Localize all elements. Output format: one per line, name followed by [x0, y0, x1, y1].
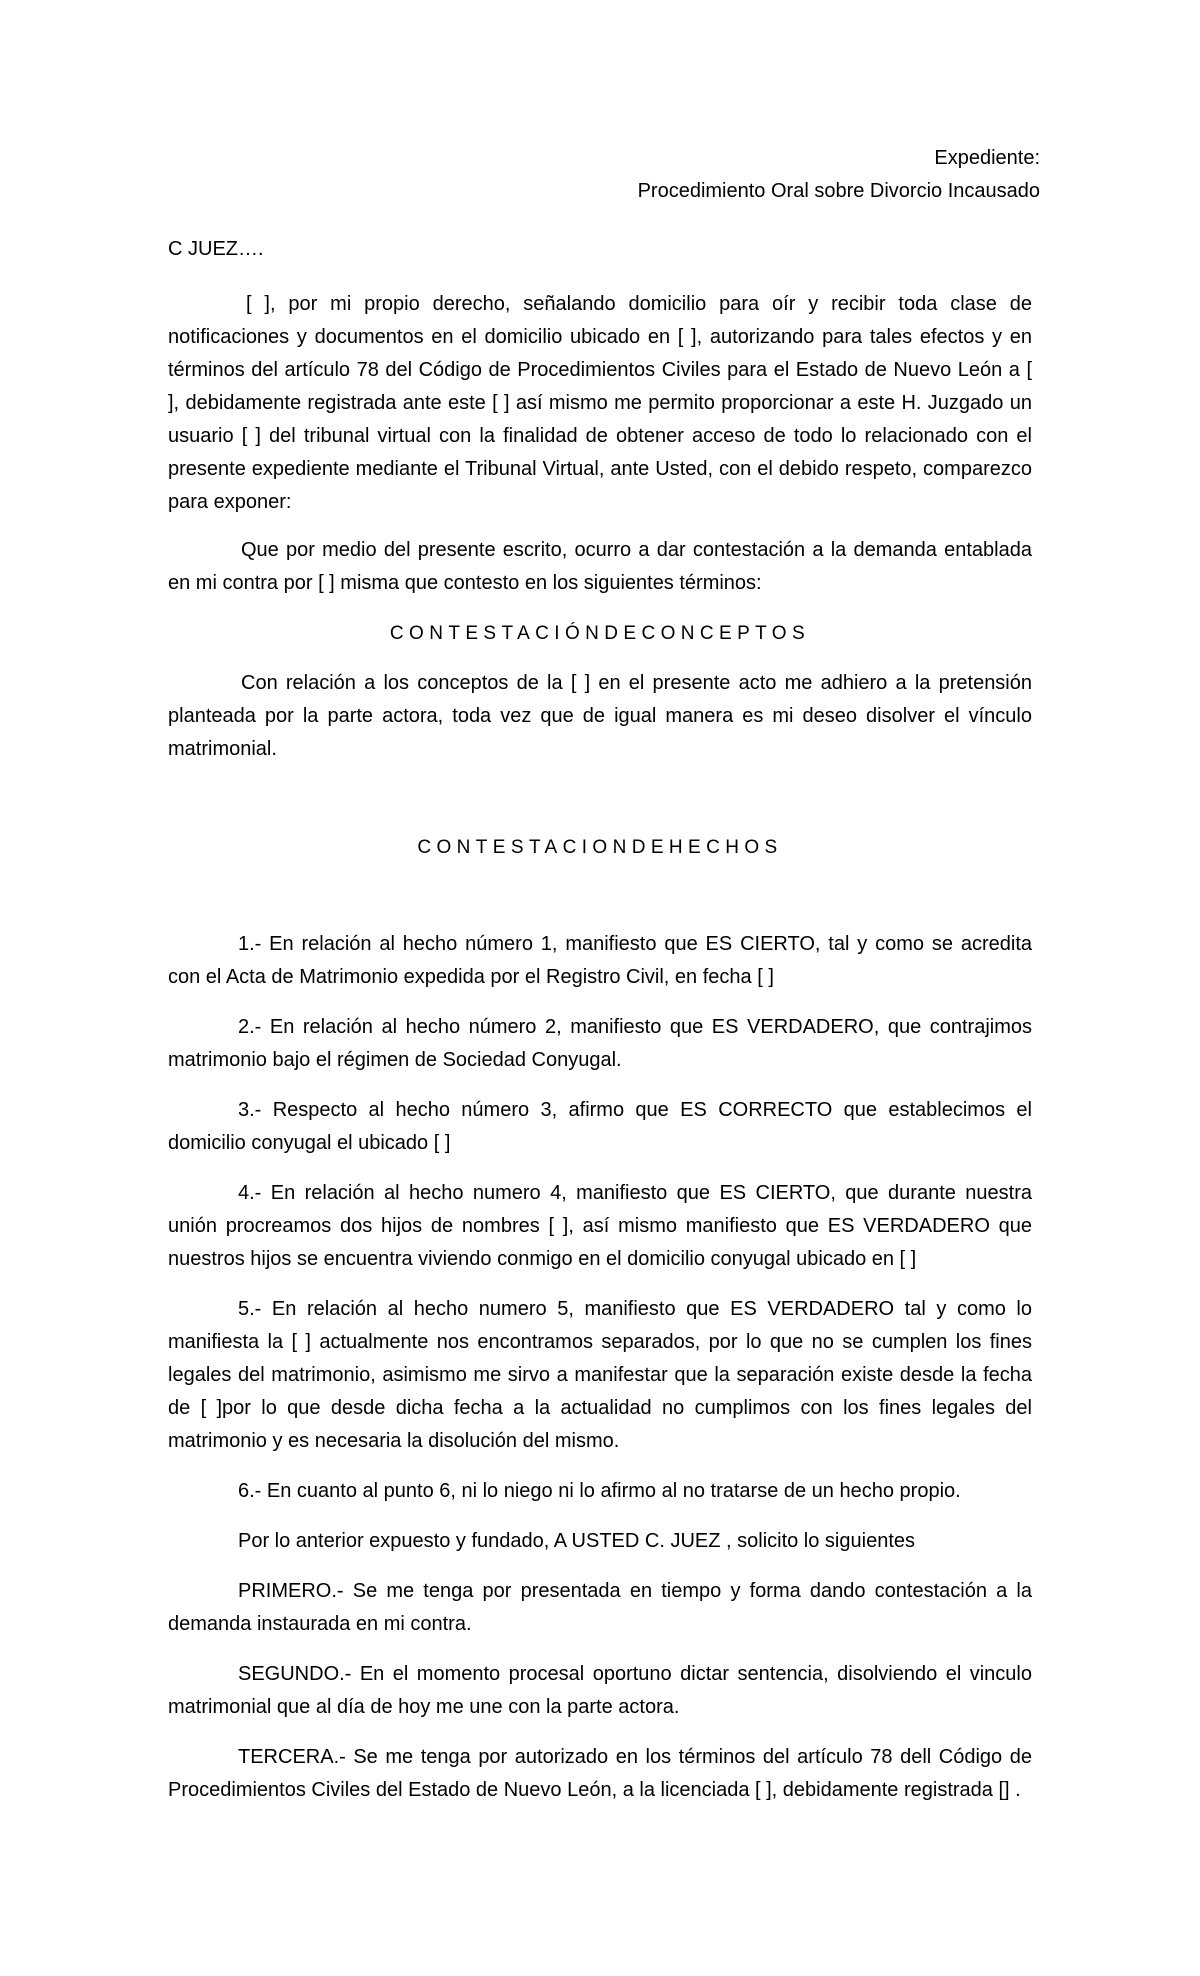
fact-item: 6.- En cuanto al punto 6, ni lo niego ni lo afirmo al no tratarse de un hecho propio. [238, 1480, 961, 1502]
facts-list [168, 928, 1032, 1508]
petitions-list [168, 1575, 1032, 1807]
fact-item: 3.- Respecto al hecho número 3, afirmo que ES CORRECTO que establecimos el domicilio conyugal el ubicado [ ] [168, 1099, 1032, 1154]
petition-item: TERCERA.- Se me tenga por autorizado en los términos del artículo 78 dell Código de Procedimientos Civiles del Estado de Nuevo León, a la licenciada [ ], debidamente registrada [] . [168, 1746, 1032, 1801]
fact-item: 2.- En relación al hecho número 2, manifiesto que ES VERDADERO, que contrajimos matrimonio bajo el régimen de Sociedad Conyugal. [168, 1016, 1032, 1071]
intro-paragraph: [ ], por mi propio derecho, señalando domicilio para oír y recibir toda clase de notificaciones y documentos en el domicilio ubicado en [ ], autorizando para tales efectos y en términos del artículo 78 del Código de Procedimientos Civiles para el Estado de Nuevo León a [ ], debidamente registrada ante este [ ] así mismo me permito proporcionar a este H. Juzgado un usuario [ ] del tribunal virtual con la finalidad de obtener acceso de todo lo relacionado con el presente expediente mediante el Tribunal Virtual, ante Usted, con el debido respeto, comparezco para exponer: [168, 293, 1032, 513]
document-header [168, 142, 1040, 208]
addressee: C JUEZ…. [168, 238, 264, 260]
fact-item: 1.- En relación al hecho número 1, manifiesto que ES CIERTO, tal y como se acredita con el Acta de Matrimonio expedida por el Registro Civil, en fecha [ ] [168, 933, 1032, 988]
section-title-facts: CONTESTACIONDEHECHOS [417, 837, 783, 858]
procedure-type: Procedimiento Oral sobre Divorcio Incausado [637, 180, 1040, 202]
petition-item: PRIMERO.- Se me tenga por presentada en tiempo y forma dando contestación a la demanda instaurada en mi contra. [168, 1580, 1032, 1635]
expediente-label: Expediente: [934, 147, 1040, 169]
fact-item: 4.- En relación al hecho numero 4, manifiesto que ES CIERTO, que durante nuestra unión procreamos dos hijos de nombres [ ], así mismo manifiesto que ES VERDADERO que nuestros hijos se encuentra viviendo conmigo en el domicilio conyugal ubicado en [ ] [168, 1182, 1032, 1270]
section-title-concepts: CONTESTACIÓNDECONCEPTOS [389, 623, 811, 644]
response-paragraph: Que por medio del presente escrito, ocurro a dar contestación a la demanda entablada en mi contra por [ ] misma que contesto en los siguientes términos: [168, 539, 1032, 594]
fact-item: 5.- En relación al hecho numero 5, manifiesto que ES VERDADERO tal y como lo manifiesta la [ ] actualmente nos encontramos separados, por lo que no se cumplen los fines legales del matrimonio, asimismo me sirvo a manifestar que la separación existe desde la fecha de [ ]por lo que desde dicha fecha a la actualidad no cumplimos con los fines legales del matrimonio y es necesaria la disolución del mismo. [168, 1298, 1032, 1452]
petition-item: SEGUNDO.- En el momento procesal oportuno dictar sentencia, disolviendo el vinculo matrimonial que al día de hoy me une con la parte actora. [168, 1663, 1032, 1718]
petition-intro: Por lo anterior expuesto y fundado, A USTED C. JUEZ , solicito lo siguientes [238, 1530, 915, 1552]
concepts-paragraph: Con relación a los conceptos de la [ ] en el presente acto me adhiero a la pretensión planteada por la parte actora, toda vez que de igual manera es mi deseo disolver el vínculo matrimonial. [168, 672, 1032, 760]
